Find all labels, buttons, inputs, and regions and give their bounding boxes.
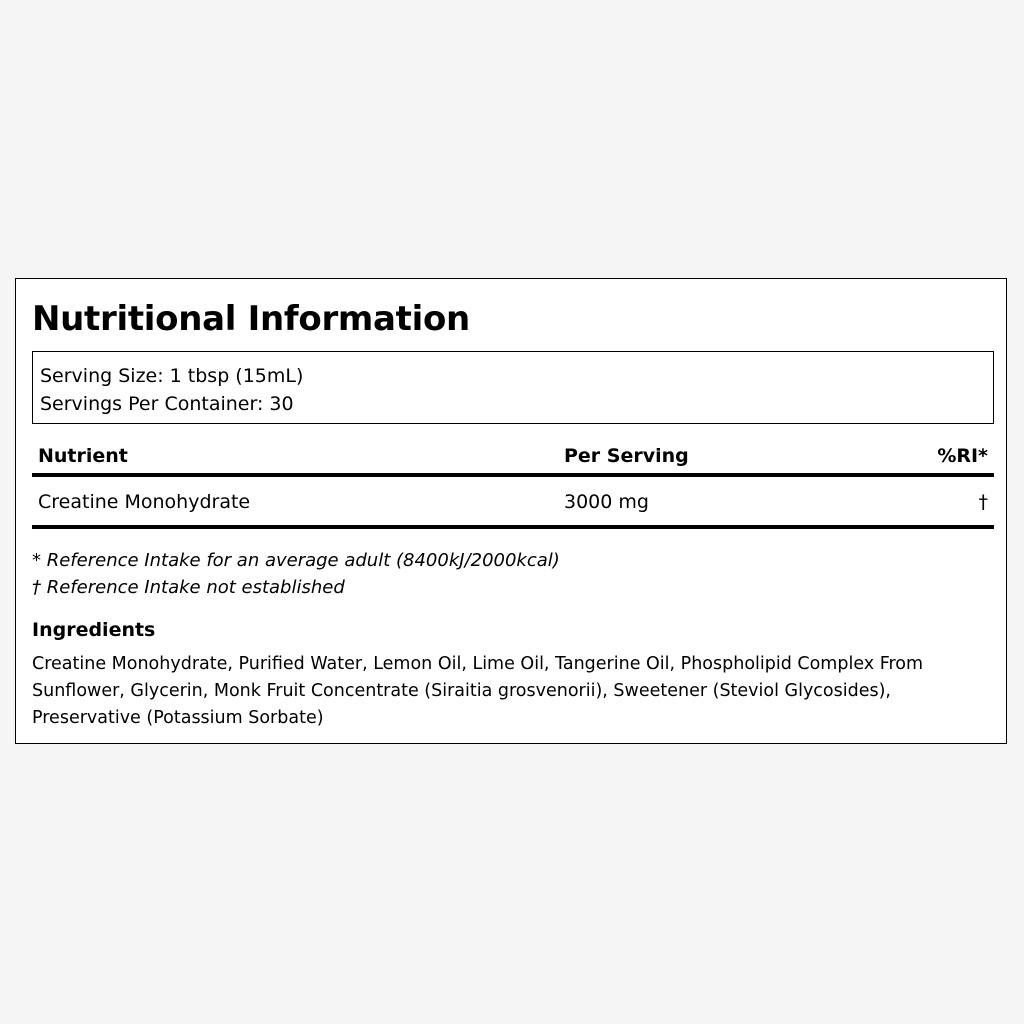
header-nutrient: Nutrient (38, 445, 128, 467)
ingredients-text: Creatine Monohydrate, Purified Water, Lemon Oil, Lime Oil, Tangerine Oil, Phospholipid Complex From Sunflower, Glycerin, Monk Fruit Concentrate (Siraitia grosvenorii), Sweetener (Steviol Glycosides), Preservative (Potassium Sorbate) (32, 654, 924, 728)
panel-title: Nutritional Information (32, 299, 470, 339)
footnote-reference-intake: * Reference Intake for an average adult (8400kJ/2000kcal) (32, 550, 560, 571)
nutrient-table (32, 439, 994, 529)
servings-per-container: Servings Per Container: 30 (40, 393, 294, 415)
nutrition-panel (15, 278, 1007, 744)
header-per-serving: Per Serving (564, 445, 689, 467)
row-ri: † (978, 491, 988, 513)
footnotes (32, 547, 560, 601)
row-per-serving: 3000 mg (564, 491, 649, 513)
table-row (32, 477, 994, 529)
serving-size: Serving Size: 1 tbsp (15mL) (40, 365, 304, 387)
table-header-row (32, 439, 994, 477)
header-ri: %RI* (937, 445, 988, 467)
ingredients-heading: Ingredients (32, 619, 156, 641)
footnote-not-established: † Reference Intake not established (32, 577, 345, 598)
row-nutrient: Creatine Monohydrate (38, 491, 251, 513)
serving-info-box (32, 351, 994, 424)
